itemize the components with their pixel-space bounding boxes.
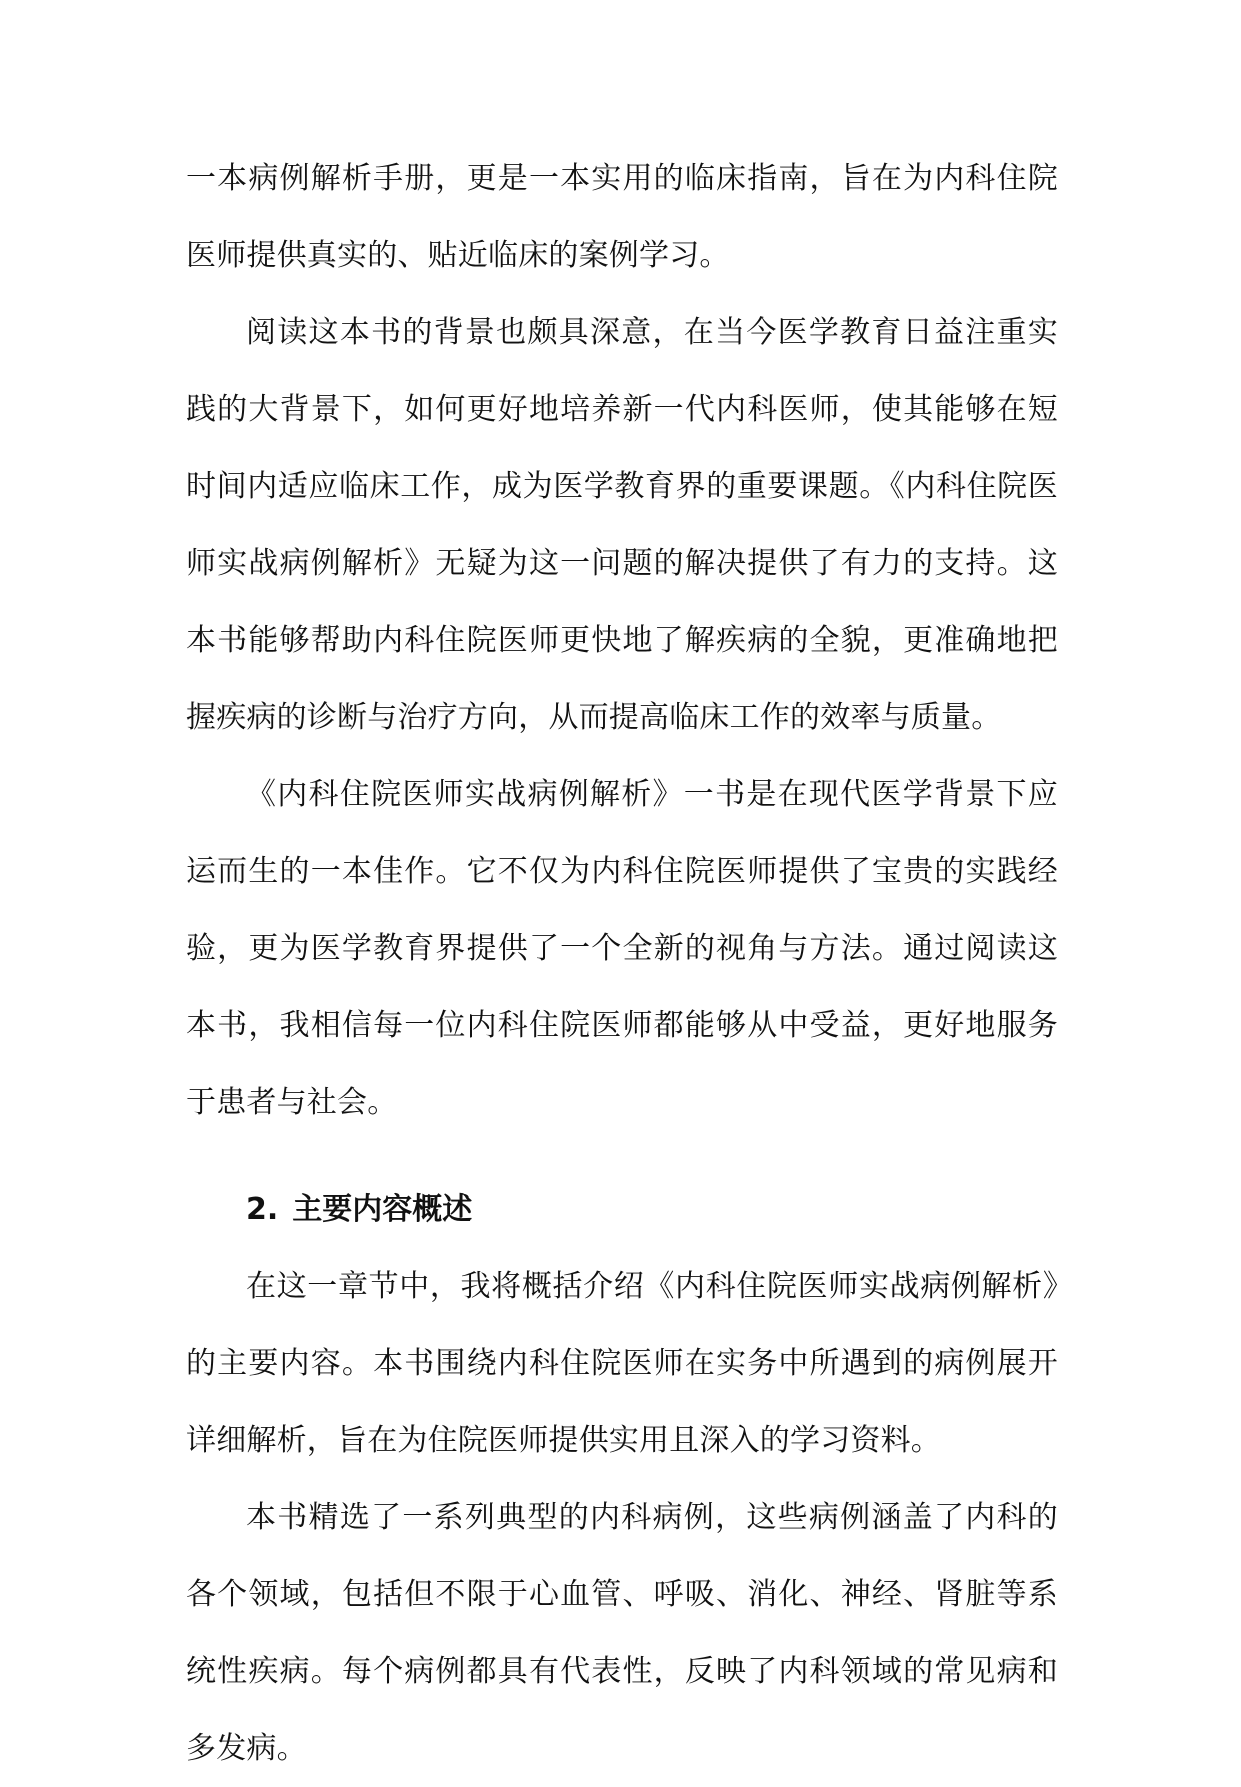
section-title: 主要内容概述 [292,1192,473,1227]
paragraph-background: 阅读这本书的背景也颇具深意，在当今医学教育日益注重实践的大背景下，如何更好地培养新一代内科医师，使其能够在短时间内适应临床工作，成为医学教育界的重要课题。《内科住院医师实战病例解析》无疑为这一问题的解决提供了有力的支持。这本书能够帮助内科住院医师更快地了解疾病的全貌，更准确地把握疾病的诊断与治疗方向，从而提高临床工作的效率与质量。 [186,315,1058,735]
paragraph-summary: 《内科住院医师实战病例解析》一书是在现代医学背景下应运而生的一本佳作。它不仅为内科住院医师提供了宝贵的实践经验，更为医学教育界提供了一个全新的视角与方法。通过阅读这本书，我相信每一位内科住院医师都能够从中受益，更好地服务于患者与社会。 [186,777,1058,1120]
section-heading [186,1171,1058,1248]
section-number: 2. [246,1192,279,1227]
paragraph-cases: 本书精选了一系列典型的内科病例，这些病例涵盖了内科的各个领域，包括但不限于心血管、呼吸、消化、神经、肾脏等系统性疾病。每个病例都具有代表性，反映了内科领域的常见病和多发病。 [186,1500,1058,1766]
paragraph-continued: 一本病例解析手册，更是一本实用的临床指南，旨在为内科住院医师提供真实的、贴近临床的案例学习。 [186,161,1058,273]
paragraph-overview: 在这一章节中，我将概括介绍《内科住院医师实战病例解析》的主要内容。本书围绕内科住院医师在实务中所遇到的病例展开详细解析，旨在为住院医师提供实用且深入的学习资料。 [186,1269,1058,1458]
document-body [186,140,1058,1787]
